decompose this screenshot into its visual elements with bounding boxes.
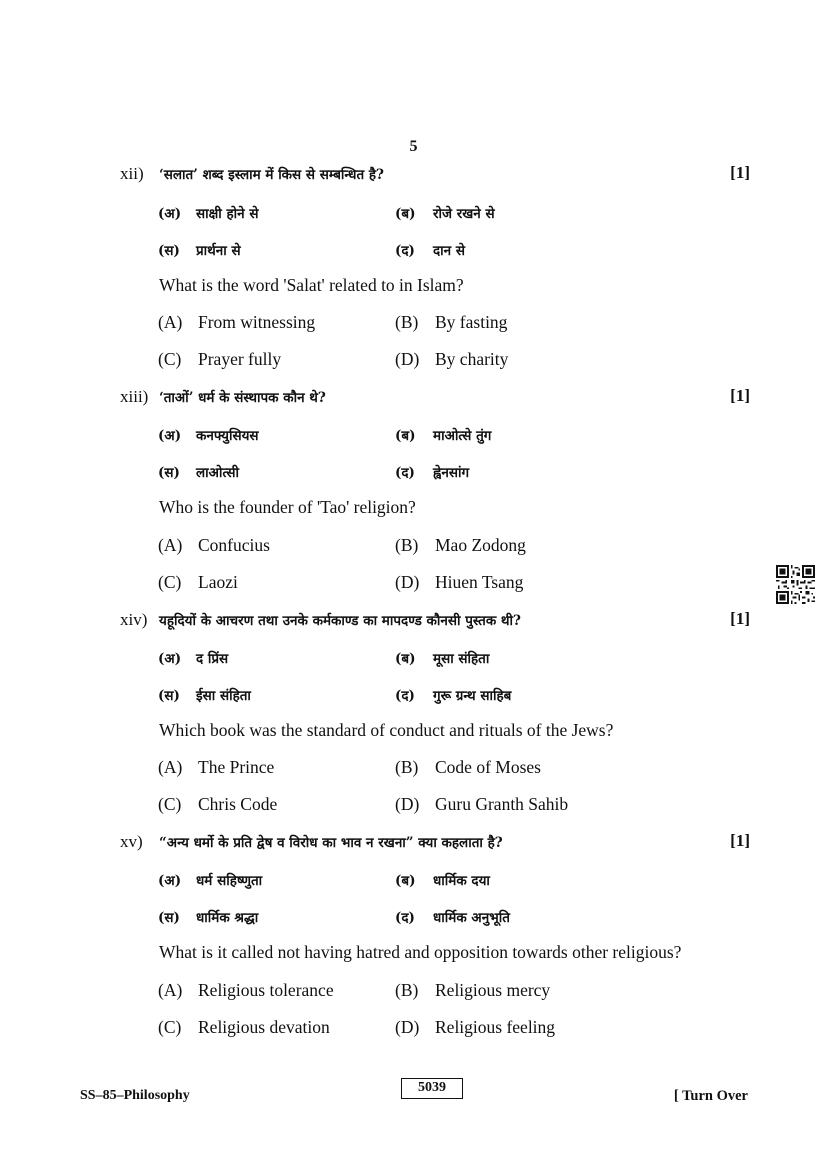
- option-label: (स): [158, 465, 180, 481]
- footer-paper-code: 5039: [401, 1078, 463, 1099]
- footer-turn-over: [ Turn Over: [673, 1088, 748, 1104]
- option-text: Code of Moses: [435, 757, 541, 777]
- option-c-english: [158, 349, 281, 370]
- option-text: Religious mercy: [435, 980, 551, 1000]
- option-text: ह्वेनसांग: [433, 465, 470, 481]
- option-text: Prayer fully: [198, 349, 282, 369]
- option-label: (D): [395, 572, 420, 592]
- option-c-english: [158, 794, 277, 815]
- option-b-english: [395, 980, 550, 1001]
- option-b-english: [395, 535, 526, 556]
- english-options-row-1: [158, 312, 718, 336]
- english-options-row-2: [158, 1017, 718, 1041]
- option-text: धार्मिक अनुभूति: [433, 910, 510, 926]
- option-text: गुरू ग्रन्थ साहिब: [433, 688, 512, 704]
- question-text-english: Who is the founder of 'Tao' religion?: [159, 497, 416, 517]
- option-label: (द): [395, 688, 415, 704]
- question-number: xiv): [120, 610, 148, 629]
- option-text: धार्मिक दया: [433, 873, 490, 889]
- option-text: साक्षी होने से: [196, 206, 259, 222]
- option-text: दान से: [433, 243, 465, 259]
- option-d-hindi: [395, 462, 469, 481]
- marks: [1]: [730, 163, 750, 182]
- option-label: (D): [395, 794, 420, 814]
- question-number: xiii): [120, 387, 149, 406]
- question-header: [120, 610, 750, 634]
- option-label: (A): [158, 312, 183, 332]
- option-text: Religious devation: [198, 1017, 330, 1037]
- option-label: (C): [158, 794, 182, 814]
- option-a-hindi: [158, 648, 228, 667]
- option-label: (अ): [158, 206, 182, 222]
- marks: [1]: [730, 386, 750, 405]
- option-text: Mao Zodong: [435, 535, 526, 555]
- option-label: (B): [395, 757, 419, 777]
- option-label: (ब): [395, 651, 416, 667]
- option-text: The Prince: [198, 757, 275, 777]
- option-text: प्रार्थना से: [196, 243, 241, 259]
- option-text: धर्म सहिष्णुता: [196, 873, 263, 889]
- question-number: xv): [120, 832, 143, 851]
- option-text: Guru Granth Sahib: [435, 794, 569, 814]
- marks: [1]: [730, 609, 750, 628]
- english-options-row-1: [158, 535, 718, 559]
- option-label: (ब): [395, 206, 416, 222]
- option-text: By fasting: [435, 312, 508, 332]
- option-b-english: [395, 757, 541, 778]
- option-text: Chris Code: [198, 794, 278, 814]
- option-label: (ब): [395, 873, 416, 889]
- option-label: (B): [395, 535, 419, 555]
- option-d-english: [395, 572, 523, 593]
- option-label: (A): [158, 980, 183, 1000]
- english-options-row-1: [158, 757, 718, 781]
- option-text: माओत्से तुंग: [433, 428, 492, 444]
- option-label: (A): [158, 757, 183, 777]
- hindi-options-row-2: [158, 685, 718, 709]
- english-options-row-2: [158, 572, 718, 596]
- english-options-row-2: [158, 349, 718, 373]
- option-text: ईसा संहिता: [196, 688, 251, 704]
- option-d-hindi: [395, 685, 511, 704]
- option-d-english: [395, 349, 508, 370]
- option-text: From witnessing: [198, 312, 316, 332]
- option-text: रोजे रखने से: [433, 206, 495, 222]
- option-c-english: [158, 1017, 330, 1038]
- option-label: (अ): [158, 428, 182, 444]
- option-label: (C): [158, 1017, 182, 1037]
- option-label: (B): [395, 312, 419, 332]
- option-a-english: [158, 980, 334, 1001]
- option-d-english: [395, 794, 568, 815]
- option-label: (C): [158, 349, 182, 369]
- option-c-english: [158, 572, 238, 593]
- option-d-hindi: [395, 240, 465, 259]
- option-label: (B): [395, 980, 419, 1000]
- hindi-options-row-2: [158, 462, 718, 486]
- option-label: (D): [395, 349, 420, 369]
- option-text: लाओत्सी: [196, 465, 239, 481]
- option-a-hindi: [158, 203, 258, 222]
- hindi-options-row-1: [158, 203, 718, 227]
- option-text: Religious tolerance: [198, 980, 334, 1000]
- option-text: धार्मिक श्रद्धा: [196, 910, 259, 926]
- option-d-hindi: [395, 907, 510, 926]
- option-label: (स): [158, 910, 180, 926]
- option-b-hindi: [395, 870, 490, 889]
- option-c-hindi: [158, 685, 251, 704]
- option-a-english: [158, 535, 270, 556]
- hindi-options-row-1: [158, 870, 718, 894]
- option-label: (अ): [158, 651, 182, 667]
- option-text: कनफ्युसियस: [196, 428, 259, 444]
- question-header: [120, 164, 750, 188]
- qr-code-icon: [776, 565, 815, 604]
- question-text-hindi: यहूदियों के आचरण तथा उनके कर्मकाण्ड का मापदण्ड कौनसी पुस्तक थी?: [159, 613, 521, 629]
- option-label: (ब): [395, 428, 416, 444]
- option-a-english: [158, 312, 315, 333]
- option-a-hindi: [158, 870, 262, 889]
- option-text: Hiuen Tsang: [435, 572, 524, 592]
- option-b-english: [395, 312, 507, 333]
- option-text: Religious feeling: [435, 1017, 556, 1037]
- option-label: (स): [158, 688, 180, 704]
- marks: [1]: [730, 831, 750, 850]
- question-text-english: Which book was the standard of conduct and rituals of the Jews?: [159, 720, 614, 740]
- hindi-options-row-1: [158, 648, 718, 672]
- option-text: By charity: [435, 349, 509, 369]
- question-text-english: What is the word 'Salat' related to in Islam?: [159, 275, 464, 295]
- page-number: 5: [409, 138, 418, 155]
- option-label: (अ): [158, 873, 182, 889]
- option-text: Confucius: [198, 535, 270, 555]
- option-text: मूसा संहिता: [433, 651, 490, 667]
- option-a-english: [158, 757, 274, 778]
- option-label: (द): [395, 243, 415, 259]
- option-label: (स): [158, 243, 180, 259]
- option-c-hindi: [158, 240, 241, 259]
- hindi-options-row-1: [158, 425, 718, 449]
- option-label: (C): [158, 572, 182, 592]
- option-b-hindi: [395, 648, 489, 667]
- question-text-hindi: “अन्य धर्मो के प्रति द्वेष व विरोध का भाव न रखना” क्या कहलाता है?: [159, 835, 503, 851]
- option-label: (द): [395, 910, 415, 926]
- english-options-row-1: [158, 980, 718, 1004]
- english-options-row-2: [158, 794, 718, 818]
- option-b-hindi: [395, 425, 491, 444]
- option-d-english: [395, 1017, 555, 1038]
- question-header: [120, 832, 750, 856]
- option-label: (D): [395, 1017, 420, 1037]
- question-text-english: What is it called not having hatred and opposition towards other religious?: [159, 942, 682, 962]
- option-a-hindi: [158, 425, 259, 444]
- option-text: Laozi: [198, 572, 238, 592]
- question-text-hindi: ‘ताओं’ धर्म के संस्थापक कौन थे?: [159, 390, 326, 406]
- option-c-hindi: [158, 907, 258, 926]
- question-text-hindi: ‘सलात’ शब्द इस्लाम में किस से सम्बन्धित है?: [159, 167, 384, 183]
- hindi-options-row-2: [158, 240, 718, 264]
- footer-subject: SS–85–Philosophy: [80, 1088, 190, 1103]
- question-number: xii): [120, 164, 144, 183]
- question-header: [120, 387, 750, 411]
- option-b-hindi: [395, 203, 495, 222]
- option-c-hindi: [158, 462, 239, 481]
- hindi-options-row-2: [158, 907, 718, 931]
- option-label: (A): [158, 535, 183, 555]
- option-text: द प्रिंस: [196, 651, 229, 667]
- option-label: (द): [395, 465, 415, 481]
